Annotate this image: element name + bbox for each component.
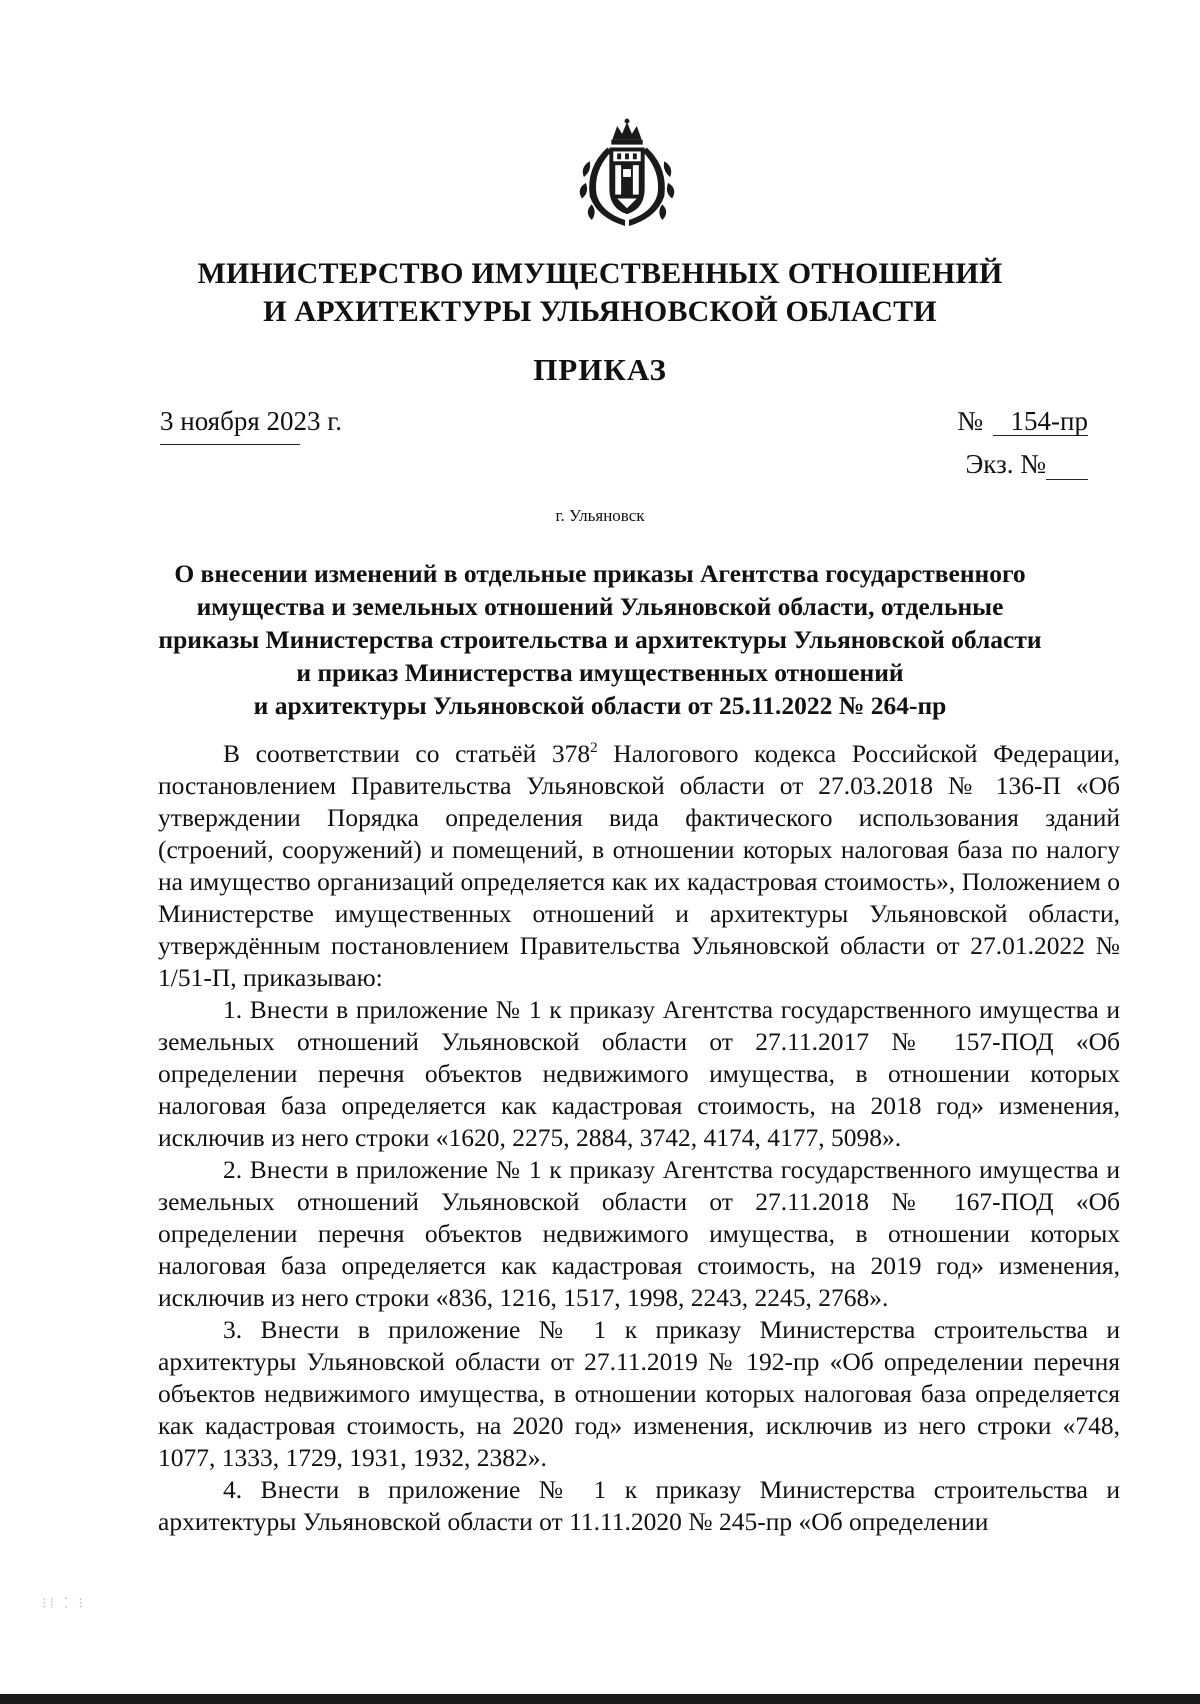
subject-line: О внесении изменений в отдельные приказы Агентства государственного	[174, 559, 1026, 588]
subject-line: приказы Министерства строительства и архитектуры Ульяновской области	[158, 625, 1042, 654]
date-underline	[160, 444, 300, 445]
coat-of-arms-icon	[578, 118, 676, 230]
copy-number	[965, 448, 1088, 480]
ministry-name-line2: И АРХИТЕКТУРЫ УЛЬЯНОВСКОЙ ОБЛАСТИ	[263, 295, 937, 328]
scan-marks: ⁝⁞ ⁚ ⁝	[42, 1596, 86, 1612]
subject-line: и приказ Министерства имущественных отношений	[296, 658, 904, 687]
order-item-1: 1. Внести в приложение № 1 к приказу Агентства государственного имущества и земельных отношений Ульяновской области от 27.11.2017 № 157-ПОД «Об определении перечня объектов недвижимого имущества, в отношении которых налоговая база определяется как кадастровая стоимость, на 2018 год» изменения, исключив из него строки «1620, 2275, 2884, 3742, 4174, 4177, 5098».	[158, 995, 1120, 1152]
city: г. Ульяновск	[555, 506, 645, 525]
scan-bottom-edge	[0, 1694, 1200, 1704]
number-sign: №	[957, 406, 983, 436]
preamble-rest: Налогового кодекса Российской Федерации, постановлением Правительства Ульяновской области от 27.03.2018 № 136-П «Об утверждении Порядка определения вида фактического использования зданий (строений, сооружений) и помещений, в отношении которых налоговая база по налогу на имущество организаций определяется как их кадастровая стоимость», Положением о Министерстве имущественных отношений и архитектуры Ульяновской области, утверждённым постановлением Правительства Ульяновской области от 27.01.2022 № 1/51-П, приказываю:	[158, 739, 1120, 992]
subject-line: имущества и земельных отношений Ульяновской области, отдельные	[196, 592, 1004, 621]
copy-label: Экз. №	[965, 449, 1046, 479]
preamble-paragraph	[158, 738, 1120, 994]
document-subject	[150, 557, 1050, 722]
order-item-3: 3. Внести в приложение № 1 к приказу Министерства строительства и архитектуры Ульяновской области от 27.11.2019 № 192-пр «Об определении перечня объектов недвижимого имущества, в отношении которых налоговая база определяется как кадастровая стоимость, на 2020 год» изменения, исключив из него строки «748, 1077, 1333, 1729, 1931, 1932, 2382».	[158, 1315, 1120, 1472]
document-type: ПРИКАЗ	[533, 352, 667, 387]
document-body	[158, 738, 1120, 1538]
ministry-name	[150, 255, 1050, 331]
order-item-2: 2. Внести в приложение № 1 к приказу Агентства государственного имущества и земельных отношений Ульяновской области от 27.11.2018 № 167-ПОД «Об определении перечня объектов недвижимого имущества, в отношении которых налоговая база определяется как кадастровая стоимость, на 2019 год» изменения, исключив из него строки «836, 1216, 1517, 1998, 2243, 2245, 2768».	[158, 1155, 1120, 1312]
document-number	[957, 405, 1088, 437]
subject-line: и архитектуры Ульяновской области от 25.11.2022 № 264-пр	[253, 691, 947, 720]
ministry-name-line1: МИНИСТЕРСТВО ИМУЩЕСТВЕННЫХ ОТНОШЕНИЙ	[197, 257, 1003, 290]
preamble-start: В соответствии со статьёй 378	[223, 739, 591, 768]
copy-number-blank	[1046, 453, 1088, 480]
document-date: 3 ноября 2023 г.	[160, 406, 343, 436]
number-value: 154-пр	[993, 407, 1088, 436]
article-superscript: 2	[590, 740, 598, 756]
order-item-4: 4. Внести в приложение № 1 к приказу Министерства строительства и архитектуры Ульяновской области от 11.11.2020 № 245-пр «Об определении	[158, 1475, 1120, 1536]
